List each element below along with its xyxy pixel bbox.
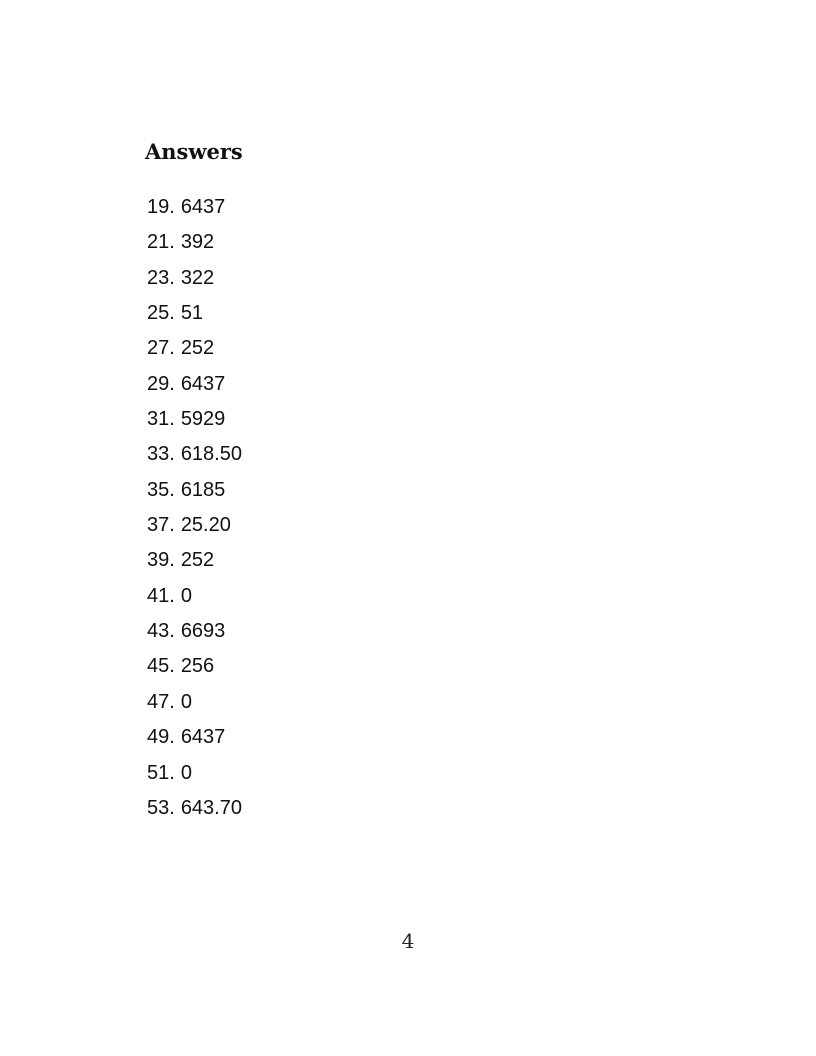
answer-number: 19. xyxy=(147,196,175,218)
answer-item xyxy=(147,405,242,440)
answer-number: 23. xyxy=(147,266,175,289)
answer-value: 25.20 xyxy=(180,514,231,537)
answer-item xyxy=(147,546,242,581)
answer-item xyxy=(147,688,242,723)
answer-value: 252 xyxy=(180,549,215,572)
answer-item xyxy=(147,652,242,687)
answer-value: 618.50 xyxy=(180,443,242,466)
answer-number: 49. xyxy=(147,726,175,749)
section-heading: Answers xyxy=(145,139,243,164)
answer-value: 6437 xyxy=(180,196,226,218)
answer-number: 41. xyxy=(147,584,175,607)
answer-value: 643.70 xyxy=(180,796,242,819)
answer-item xyxy=(147,264,242,299)
answer-number: 29. xyxy=(147,372,175,395)
answer-number: 37. xyxy=(147,514,175,537)
answer-value: 51 xyxy=(180,302,204,325)
answer-value: 0 xyxy=(180,584,192,607)
answer-item xyxy=(147,476,242,511)
answer-number: 33. xyxy=(147,443,175,466)
page-number: 4 xyxy=(401,929,415,953)
answer-value: 5929 xyxy=(180,408,226,431)
answer-item xyxy=(147,334,242,369)
answer-item xyxy=(147,723,242,758)
answer-number: 21. xyxy=(147,231,175,254)
answer-value: 256 xyxy=(180,655,215,678)
answers-list xyxy=(147,193,242,829)
answer-value: 252 xyxy=(180,337,215,360)
answer-value: 6437 xyxy=(180,372,226,395)
answer-value: 6437 xyxy=(180,726,226,749)
answer-number: 47. xyxy=(147,690,175,713)
answer-item xyxy=(147,193,242,228)
answer-item xyxy=(147,582,242,617)
answer-value: 6693 xyxy=(180,620,226,643)
answer-item xyxy=(147,228,242,263)
answer-number: 27. xyxy=(147,337,175,360)
answer-item xyxy=(147,794,242,829)
answer-item xyxy=(147,511,242,546)
answer-number: 35. xyxy=(147,478,175,501)
answer-value: 0 xyxy=(180,761,192,784)
answer-value: 6185 xyxy=(180,478,226,501)
answer-value: 322 xyxy=(180,266,215,289)
answer-number: 51. xyxy=(147,761,175,784)
answer-item xyxy=(147,617,242,652)
answer-item xyxy=(147,440,242,475)
answer-item xyxy=(147,759,242,794)
answer-item xyxy=(147,299,242,334)
answer-number: 31. xyxy=(147,408,175,431)
answer-number: 25. xyxy=(147,302,175,325)
answer-number: 45. xyxy=(147,655,175,678)
answer-item xyxy=(147,370,242,405)
answer-value: 0 xyxy=(180,690,192,713)
answer-number: 53. xyxy=(147,796,175,819)
answer-number: 43. xyxy=(147,620,175,643)
answer-number: 39. xyxy=(147,549,175,572)
answer-value: 392 xyxy=(180,231,215,254)
